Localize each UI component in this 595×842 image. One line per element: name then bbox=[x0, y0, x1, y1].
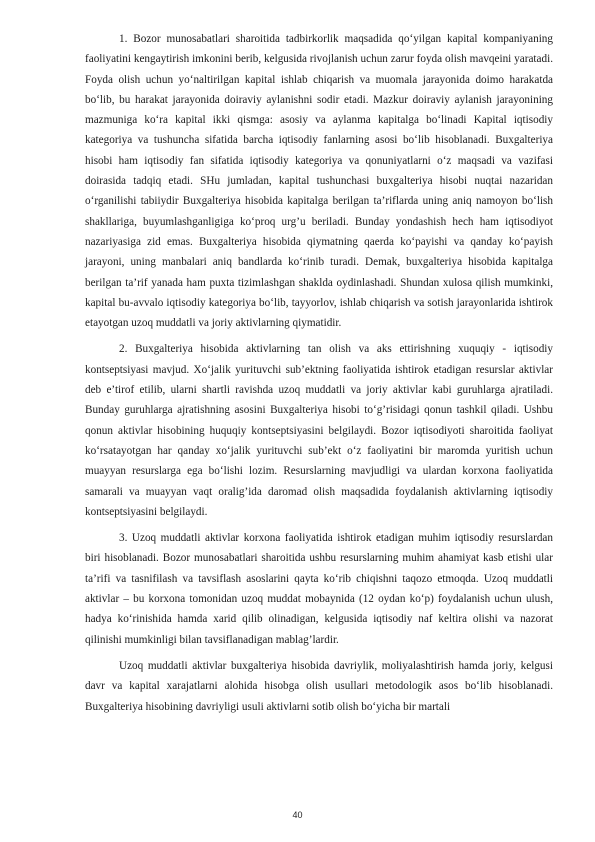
page-number: 40 bbox=[292, 810, 303, 820]
paragraph-3: 3. Uzoq muddatli aktivlar korxona faoliyatida ishtirok etadigan muhim iqtisodiy resurslardan biri hisoblanadi. Bozor munosabatlari sharoitida ushbu resurslarning muhim ahamiyat kasb etishi ular ta’rifi va tasnifilash va tavsiflash asoslarini qayta ko‘rib chiqishni taqozo etmoqda. Uzoq muddatli aktivlar – bu korxona tomonidan uzoq muddat mobaynida (12 oydan ko‘p) foydalanish uchun ulush, hadya ko‘rinishida hamda xarid qilib olinadigan, kelgusida iqtisodiy naf keltira olishi va nazorat qilinishi mumkinligi bilan tavsiflanadigan mablag’lardir. bbox=[85, 532, 553, 646]
document-body bbox=[85, 29, 553, 723]
paragraph-1: 1. Bozor munosabatlari sharoitida tadbirkorlik maqsadida qo‘yilgan kapital kompaniyaning faoliyatini kengaytirish imkonini berib, kelgusida rivojlanish uchun zarur foyda olish mavqeini yaratadi. Foyda olish uchun yo‘naltirilgan kapital ishlab chiqarish va muomala jarayonida doimo harakatda bo‘lib, bu harakat jarayonida doiraviy aylanishni sodir etadi. Mazkur doiraviy aylanish jarayonining mazmuniga ko‘ra kapital ikki qismga: asosiy va aylanma kapitalga bo‘linadi Kapital iqtisodiy kategoriya va tushuncha sifatida barcha iqtisodiy fanlarning asosi bo‘lib hisoblanadi. Buxgalteriya hisobi ham iqtisodiy fan sifatida iqtisodiy kategoriya va qonuniyatlarni o‘z maqsadi va vazifasi doirasida tadqiq etadi. SHu jumladan, kapital tushunchasi buxgalteriya hisobi nuqtai nazaridan o‘rganilishi tabiiydir Buxgalteriya hisobida kapitalga berilgan ta’riflarda uning aniq namoyon bo‘lish shakllariga, buyumlashganligiga ko‘proq urg’u beriladi. Bunday yondashish hech ham iqtisodiyot nazariyasiga zid emas. Buxgalteriya hisobida qiymatning qaerda ko‘payishi va qanday ko‘payish jarayoni, uning manbalari aniq bandlarda ko‘rinib turadi. Demak, buxgalteriya hisobida kapitalga berilgan ta’rif yanada ham puxta tizimlashgan shaklda oydinlashadi. Shundan xulosa qilish mumkinki, kapital bu-avvalo iqtisodiy kategoriya bo‘lib, tayyorlov, ishlab chiqarish va sotish jarayonlarida ishtirok etayotgan uzoq muddatli va joriy aktivlarning qiymatidir. bbox=[85, 33, 553, 330]
paragraph-4: Uzoq muddatli aktivlar buxgalteriya hisobida davriylik, moliyalashtirish hamda joriy, kelgusi davr va kapital xarajatlarni alohida hisobga olish usullari metodologik asos bo‘lib hisoblanadi. Buxgalteriya hisobining davriyligi usuli aktivlarni sotib olish bo‘yicha bir martali bbox=[85, 659, 553, 713]
paragraph-2: 2. Buxgalteriya hisobida aktivlarning tan olish va aks ettirishning xuquqiy - iqtisodiy kontseptsiyasi mavjud. Xo‘jalik yurituvchi sub’ektning faoliyatida ishtirok etadigan resurslar aktivlar deb e’tirof etilib, ularni shartli ravishda uzoq muddatli va joriy aktivlar kabi guruhlarga ajratiladi. Bunday guruhlarga ajratishning asosini Buxgalteriya hisobi to‘g’risidagi qonun tashkil qiladi. Ushbu qonun aktivlar hisobining huquqiy kontseptsiyasini belgilaydi. Bozor iqtisodiyoti sharoitida faoliyat ko‘rsatayotgan har qanday xo‘jalik yurituvchi sub’ekt o‘z faoliyatini bir maromda yuritish uchun muayyan resurslarga ega bo‘lishi lozim. Resurslarning mavjudligi va ulardan korxona faoliyatida samarali va muayyan vaqt oralig’ida daromad olish maqsadida foydalanish aktivlarning iqtisodiy kontseptsiyasini belgilaydi. bbox=[85, 343, 553, 518]
